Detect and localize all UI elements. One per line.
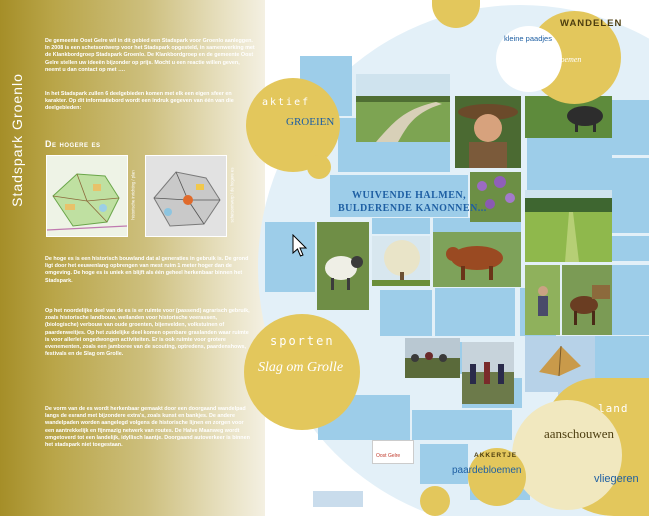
label-veldbloemen: veldbloemen — [541, 55, 582, 64]
map-caption-1-text: historische inrichting / plan — [130, 170, 136, 220]
photo-cow — [433, 232, 521, 287]
body-paragraph-1: De hoge es is een historisch bouwland dat al generaties in gebruik is. De grond ligt door het eeuwenlang opbrengen van mest ruim 1 meter hoger dan de omgeving. De hoge es is uniek en blijft als één geheel herkenbaar binnen het Stadspark. — [45, 256, 249, 284]
blue-block — [372, 218, 430, 234]
body-paragraph-2: Op het noordelijke deel van de es is er ruimte voor (passend) agrarisch gebruik, zoals historische landbouw, weilanden voor historische veerassen, (biologische) verbouw van oude groenten, bijenvelden, volkstuinen of paardenweitjes. Op het zuidelijke deel komen openbare graslanden waar ruimte is voor allerlei ongedwongen activiteiten. Er is ook ruimte voor grotere evenementen, zoals een jamboree van de scouting, optredens, paardenshows, festivals en de Slag om Grolle. — [45, 308, 250, 358]
vertical-title-text: Stadspark Groenlo — [9, 73, 25, 207]
circle-small-decor — [307, 155, 331, 179]
label-vliegeren: vliegeren — [594, 473, 639, 485]
blue-block — [612, 236, 649, 261]
label-slag-om-grolle: Slag om Grolle — [258, 360, 344, 375]
map-caption-2 — [227, 156, 237, 234]
mouse-cursor-icon — [292, 234, 308, 258]
label-akkertje: AKKERTJE — [474, 452, 518, 459]
blue-block — [412, 410, 512, 440]
blue-block — [420, 444, 468, 484]
body-paragraph-3: De vorm van de es wordt herkenbaar gemaakt door een doorgaand wandelpad langs de esrand met bijzondere extra's, zoals kunst en bankjes. De andere wandelpaden worden aangelegd volgens de historische lijnen en zorgen voor een aantrekkelijk en fijnmazig netwerk van routes. De Halve Maanweg wordt omgetoverd tot een landelijk, idyllisch laantje. Doorgaand autoverkeer is binnen het stadspark niet toegestaan. — [45, 406, 250, 449]
label-wandelen: WANDELEN — [560, 18, 623, 29]
blue-block — [612, 100, 649, 155]
map-caption-2-text: schetsontwerp / de hogere es — [229, 167, 235, 223]
label-land: land — [598, 402, 629, 415]
vertical-title — [2, 40, 32, 240]
circle-aanschouwen — [512, 400, 622, 510]
photo-meadow-path — [525, 190, 612, 262]
sketch-map-image — [145, 155, 227, 237]
label-aktief: aktief — [262, 97, 311, 108]
label-paardebloemen: paardebloemen — [452, 465, 522, 476]
oost-gelre-logo — [372, 440, 414, 464]
blue-block — [380, 290, 432, 336]
photo-purple-flowers — [470, 172, 521, 222]
label-sporten: sporten — [270, 334, 335, 348]
label-bulderende-kanonnen: BULDERENDE KANONNEN... — [338, 203, 487, 214]
photo-flowering-tree — [372, 236, 430, 286]
photo-reenactment-crowd — [405, 338, 460, 378]
photo-marching-group — [462, 342, 514, 404]
label-aanschouwen: aanschouwen — [544, 426, 615, 441]
photo-people-field — [525, 265, 560, 335]
footer-sign — [313, 491, 363, 507]
label-groeien: GROEIEN — [286, 116, 335, 128]
photo-man-with-hat — [455, 96, 521, 168]
blue-block — [612, 265, 649, 335]
label-kleine-paadjes: kleine paadjes — [504, 34, 552, 43]
blue-block — [612, 158, 649, 233]
left-text-panel — [0, 0, 265, 516]
intro-paragraph-2: In het Stadspark zullen 6 deelgebieden komen met elk een eigen sfeer en karakter. Op dit informatiebord wordt een indruk gegeven van één van die deelgebieden: — [45, 91, 234, 112]
section-heading: De hogere es — [45, 139, 101, 149]
photo-horses-wagon — [562, 265, 612, 335]
blue-block — [527, 138, 612, 190]
map-caption-1 — [128, 156, 138, 234]
historic-map-image — [46, 155, 128, 237]
photo-countryside-path — [356, 74, 450, 142]
intro-paragraph-1: De gemeente Oost Gelre wil in dit gebied een Stadspark voor Groenlo aanleggen. In 2008 is een schetsontwerp voor het Stadspark opgesteld, in samenwerking met de Klankbordgroep Stadspark Groenlo. De Klankbordgroep en de gemeente Oost Gelre stellen uw ideeën bijzonder op prijs. Mocht u een reactie willen geven, neemt u dan contact op met …. — [45, 38, 255, 73]
blue-block — [435, 288, 515, 336]
label-wuivende-halmen: WUIVENDE HALMEN, — [352, 190, 467, 201]
photo-sheep — [317, 222, 369, 310]
logo-text: Oost Gelre — [376, 453, 401, 459]
circle-bottom-decor — [420, 486, 450, 516]
